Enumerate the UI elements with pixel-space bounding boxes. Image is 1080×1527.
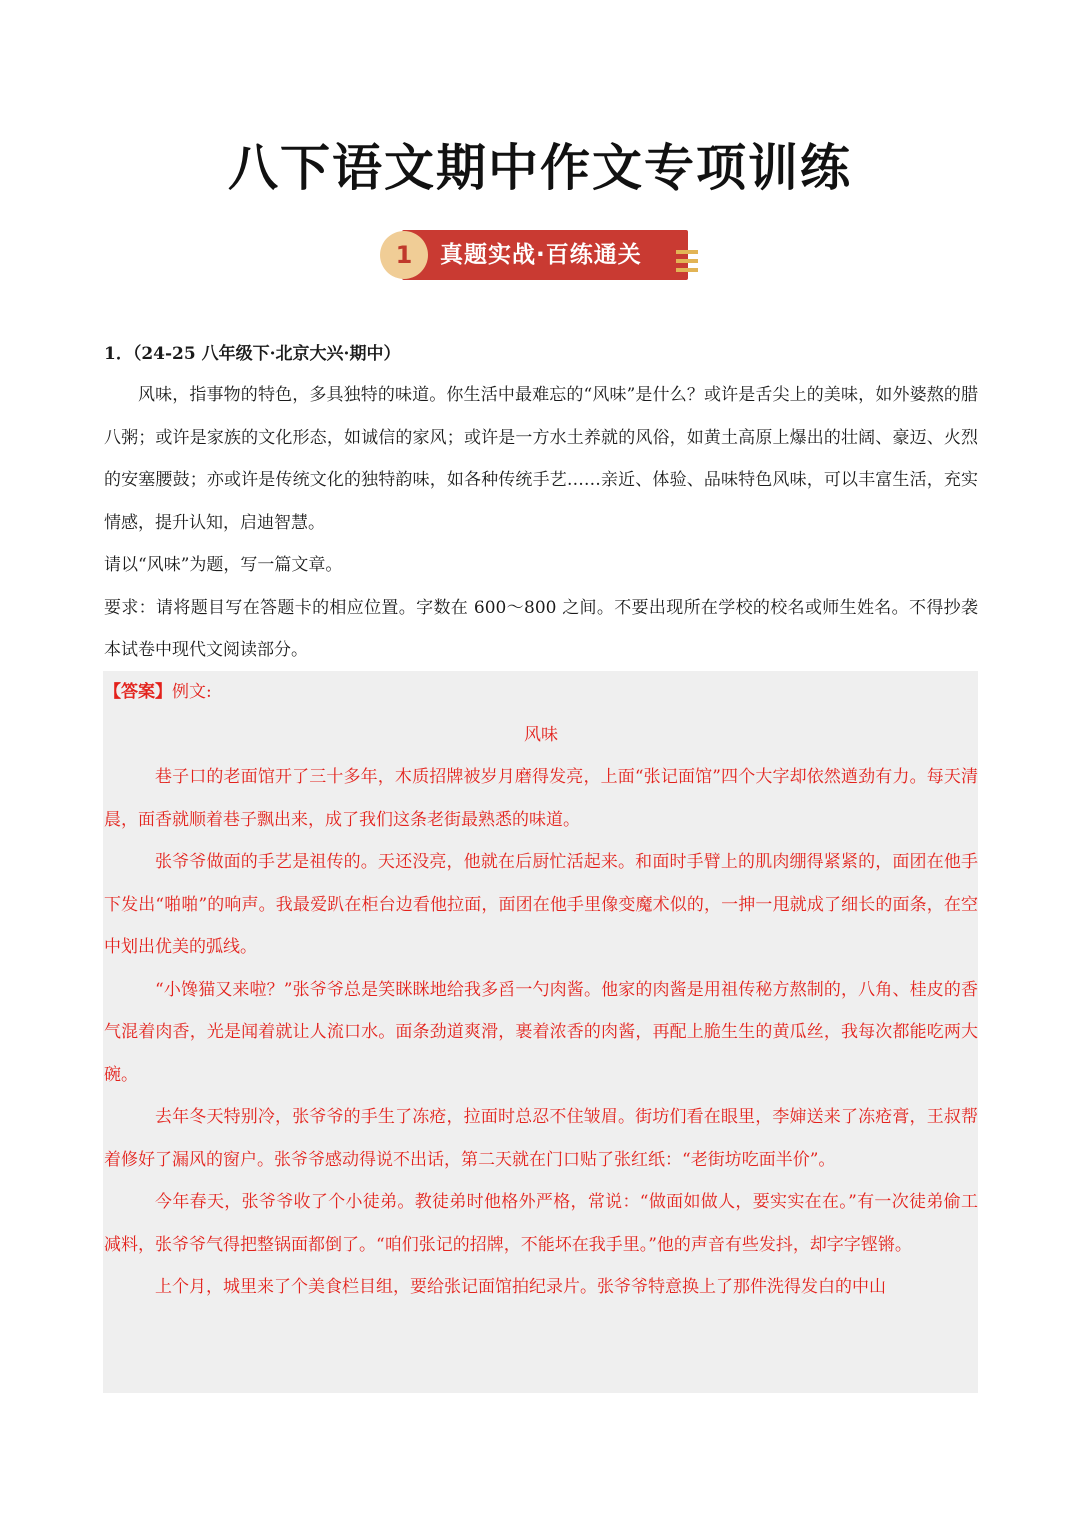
question-prompt (104, 374, 978, 672)
answer-tag-suffix: 例文: (172, 682, 212, 702)
essay-title: 风味 (524, 724, 558, 745)
page-title: 八下语文期中作文专项训练 (228, 139, 852, 197)
essay-paragraph: 张爷爷做面的手艺是祖传的。天还没亮，他就在后厨忙活起来。和面时手臂上的肌肉绷得紧紧的，面团在他手下发出“啪啪”的响声。我最爱趴在柜台边看他拉面，面团在他手里像变魔术似的，一抻一甩就成了细长的面条，在空中划出优美的弧线。 (104, 852, 978, 957)
essay-paragraph: 今年春天，张爷爷收了个小徒弟。教徒弟时他格外严格，常说：“做面如做人，要实实在在。”有一次徒弟偷工减料，张爷爷气得把整锅面都倒了。“咱们张记的招牌，不能坏在我手里。”他的声音有些发抖，却字字铿锵。 (104, 1192, 978, 1255)
answer-section (104, 671, 978, 1309)
question-heading (104, 340, 400, 368)
banner-label: 真题实战·百练通关 (440, 242, 642, 268)
essay-paragraph: “小馋猫又来啦？”张爷爷总是笑眯眯地给我多舀一勺肉酱。他家的肉酱是用祖传秘方熬制的，八角、桂皮的香气混着肉香，光是闻着就让人流口水。面条劲道爽滑，裹着浓香的肉酱，再配上脆生生的黄瓜丝，我每次都能吃两大碗。 (104, 979, 978, 1085)
question-source: （24-25 八年级下·北京大兴·期中） (132, 344, 401, 364)
answer-header (104, 671, 978, 714)
essay-paragraph: 上个月，城里来了个美食栏目组，要给张记面馆拍纪录片。张爷爷特意换上了那件洗得发白的中山 (155, 1277, 886, 1297)
question-number: 1． (104, 344, 133, 364)
essay-paragraph: 巷子口的老面馆开了三十多年，木质招牌被岁月磨得发亮，上面“张记面馆”四个大字却依然遒劲有力。每天清晨，面香就顺着巷子飘出来，成了我们这条老街最熟悉的味道。 (104, 767, 978, 830)
banner-number-badge: 1 (380, 231, 428, 279)
prompt-paragraph: 要求：请将题目写在答题卡的相应位置。字数在 600～800 之间。不要出现所在学校的校名或师生姓名。不得抄袭本试卷中现代文阅读部分。 (104, 597, 978, 660)
banner-ornament-bar (676, 250, 698, 254)
banner-ornament-bar (676, 268, 698, 272)
section-banner (380, 228, 700, 284)
prompt-paragraph: 请以“风味”为题，写一篇文章。 (104, 555, 343, 575)
answer-tag: 【答案】 (104, 682, 172, 702)
banner-ornament-bar (676, 259, 698, 263)
essay-paragraph: 去年冬天特别冷，张爷爷的手生了冻疮，拉面时总忍不住皱眉。街坊们看在眼里，李婶送来了冻疮膏，王叔帮着修好了漏风的窗户。张爷爷感动得说不出话，第二天就在门口贴了张红纸：“老街坊吃面半价”。 (104, 1107, 978, 1170)
prompt-paragraph: 风味，指事物的特色，多具独特的味道。你生活中最难忘的“风味”是什么？或许是舌尖上的美味，如外婆熬的腊八粥；或许是家族的文化形态，如诚信的家风；或许是一方水土养就的风俗，如黄土高原上爆出的壮阔、豪迈、火烈的安塞腰鼓；亦或许是传统文化的独特韵味，如各种传统手艺……亲近、体验、品味特色风味，可以丰富生活，充实情感，提升认知，启迪智慧。 (104, 385, 978, 533)
